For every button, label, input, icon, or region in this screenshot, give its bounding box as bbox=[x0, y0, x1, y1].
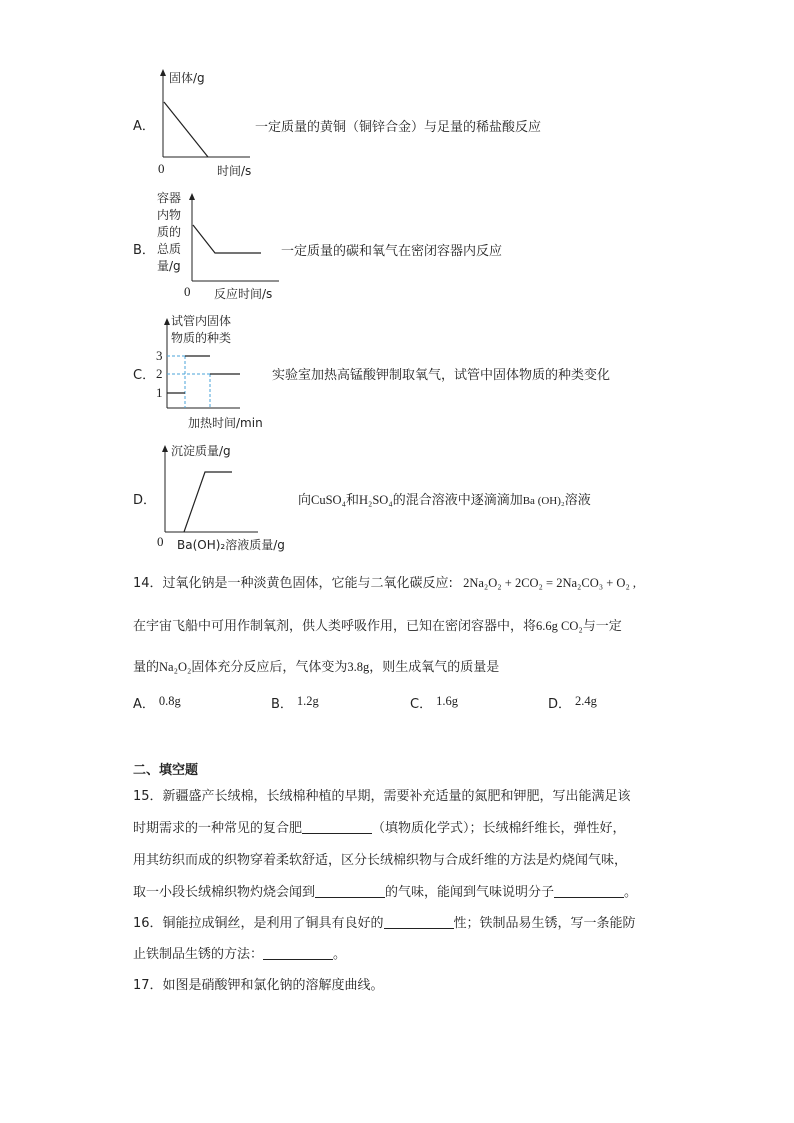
q14-choice-d[interactable] bbox=[548, 693, 597, 712]
q16-line-1 bbox=[133, 912, 733, 931]
q16-line2-post: 。 bbox=[333, 947, 347, 962]
option-d-description bbox=[298, 489, 591, 508]
q14-intro: 14．过氧化钠是一种淡黄色固体，它能与二氧化碳反应: bbox=[133, 576, 453, 591]
graph-d-curve bbox=[184, 472, 232, 532]
graph-c-x-label: 加热时间/min bbox=[188, 416, 263, 430]
option-d-letter: D． bbox=[133, 493, 157, 508]
graph-d-origin: 0 bbox=[157, 534, 164, 549]
option-d-desc-post: 溶液 bbox=[564, 493, 591, 508]
q15-line4-post: 。 bbox=[624, 885, 638, 900]
graph-b-y-label-5: 量/g bbox=[157, 259, 181, 273]
graph-c-tick-1: 1 bbox=[156, 385, 163, 400]
q15-blank-3[interactable] bbox=[554, 885, 624, 898]
q14-choice-c-value: 1.6g bbox=[436, 694, 458, 708]
q14-choice-c-letter: C． bbox=[410, 697, 433, 712]
q14-choice-b-letter: B． bbox=[271, 697, 293, 712]
q16-line1-post: 性；铁制品易生锈，写一条能防 bbox=[453, 916, 636, 931]
option-d-formula-2: H₂SO₄ bbox=[358, 493, 393, 507]
q15-line2-post: （填物质化学式）；长绒棉纤维长，弹性好， bbox=[372, 821, 626, 836]
graph-b-curve bbox=[193, 225, 261, 253]
graph-a-x-label: 时间/s bbox=[217, 164, 252, 178]
q14-line2-value: 6.6g CO₂ bbox=[536, 619, 583, 633]
q14-choice-a-value: 0.8g bbox=[158, 694, 181, 708]
q14-choice-c[interactable] bbox=[410, 693, 458, 712]
q14-line-3 bbox=[133, 656, 733, 675]
q14-line3-formula: Na₂O₂ bbox=[159, 660, 192, 674]
q15-blank-2[interactable] bbox=[315, 885, 385, 898]
graph-c bbox=[150, 312, 280, 432]
graph-b bbox=[155, 185, 285, 305]
section-2-title: 二、填空题 bbox=[133, 763, 199, 778]
graph-b-y-label-2: 内物 bbox=[157, 208, 182, 222]
option-d-formula-3: Ba (OH)₂ bbox=[522, 495, 565, 507]
option-d-formula-1: CuSO₄ bbox=[311, 493, 346, 507]
q14-choice-b[interactable] bbox=[271, 693, 319, 712]
graph-a bbox=[150, 65, 260, 180]
option-a-description: 一定质量的黄铜（铜锌合金）与足量的稀盐酸反应 bbox=[255, 120, 542, 135]
graph-b-origin: 0 bbox=[184, 284, 191, 299]
option-d-desc-pre: 向 bbox=[298, 493, 312, 508]
q14-choice-d-letter: D． bbox=[548, 697, 572, 712]
graph-b-y-arrow bbox=[189, 193, 195, 200]
option-c-letter: C． bbox=[133, 368, 156, 383]
q15-line-4 bbox=[133, 881, 733, 900]
q15-line-3: 用其纺织而成的织物穿着柔软舒适，区分长绒棉织物与合成纤维的方法是灼烧闻气味， bbox=[133, 853, 628, 868]
q14-choice-a[interactable] bbox=[133, 693, 181, 712]
graph-c-y-arrow bbox=[164, 318, 170, 325]
q14-line-2 bbox=[133, 615, 733, 634]
graph-c-tick-2: 2 bbox=[156, 366, 163, 381]
q16-line1-pre: 16．铜能拉成铜丝，是利用了铜具有良好的 bbox=[133, 916, 384, 931]
graph-d-y-arrow bbox=[162, 445, 168, 452]
option-c-description: 实验室加热高锰酸钾制取氧气，试管中固体物质的种类变化 bbox=[272, 368, 611, 383]
graph-b-y-label-3: 质的 bbox=[157, 225, 182, 239]
graph-a-y-label: 固体/g bbox=[169, 71, 205, 85]
graph-c-y-label-2: 物质的种类 bbox=[171, 331, 232, 345]
option-d-desc-mid1: 和 bbox=[345, 493, 359, 508]
q14-line3-value: 3.8g bbox=[347, 660, 370, 674]
graph-a-curve bbox=[164, 102, 208, 157]
graph-d bbox=[150, 437, 310, 557]
q14-line3-mid: 固体充分反应后，气体变为 bbox=[191, 660, 348, 675]
q14-line3-post: ，则生成氧气的质量是 bbox=[369, 660, 500, 675]
graph-b-x-label: 反应时间/s bbox=[214, 287, 273, 301]
graph-c-y-label-1: 试管内固体 bbox=[171, 314, 232, 328]
q16-line-2 bbox=[133, 943, 733, 962]
graph-d-x-label: Ba(OH)₂溶液质量/g bbox=[177, 538, 285, 552]
q14-choice-b-value: 1.2g bbox=[296, 694, 319, 708]
q15-line-1: 15．新疆盛产长绒棉，长绒棉种植的早期，需要补充适量的氮肥和钾肥，写出能满足该 bbox=[133, 789, 631, 804]
q14-line3-pre: 量的 bbox=[133, 660, 160, 675]
q15-line-2 bbox=[133, 817, 733, 836]
graph-c-tick-3: 3 bbox=[156, 348, 163, 363]
option-d-desc-mid2: 的混合溶液中逐滴滴加 bbox=[392, 493, 523, 508]
q15-line4-pre: 取一小段长绒棉织物灼烧会闻到 bbox=[133, 885, 316, 900]
q14-choice-a-letter: A． bbox=[133, 697, 155, 712]
graph-b-y-label-1: 容器 bbox=[157, 191, 182, 205]
q14-line2-pre: 在宇宙飞船中可用作制氧剂，供人类呼吸作用，已知在密闭容器中，将 bbox=[133, 619, 537, 634]
graph-a-y-arrow bbox=[160, 69, 166, 76]
graph-a-origin: 0 bbox=[158, 161, 165, 176]
graph-b-y-label-4: 总质 bbox=[157, 242, 182, 256]
q15-line2-pre: 时期需求的一种常见的复合肥 bbox=[133, 821, 303, 836]
q14-line2-post: 与一定 bbox=[582, 619, 622, 634]
q16-blank-1[interactable] bbox=[384, 916, 454, 929]
q14-line-1 bbox=[133, 572, 733, 591]
q14-equation: 2Na₂O₂ + 2CO₂ = 2Na₂CO₃ + O₂ , bbox=[463, 576, 637, 590]
q15-line4-mid: 的气味，能闻到气味说明分子 bbox=[385, 885, 555, 900]
q15-blank-1[interactable] bbox=[302, 821, 372, 834]
q14-choice-d-value: 2.4g bbox=[575, 694, 597, 708]
q16-blank-2[interactable] bbox=[263, 947, 333, 960]
graph-d-y-label: 沉淀质量/g bbox=[171, 444, 231, 458]
q17-line-1: 17．如图是硝酸钾和氯化钠的溶解度曲线。 bbox=[133, 978, 384, 993]
option-b-letter: B． bbox=[133, 243, 155, 258]
option-a-letter: A． bbox=[133, 119, 155, 134]
option-b-description: 一定质量的碳和氧气在密闭容器内反应 bbox=[281, 244, 503, 259]
q16-line2-pre: 止铁制品生锈的方法： bbox=[133, 947, 264, 962]
